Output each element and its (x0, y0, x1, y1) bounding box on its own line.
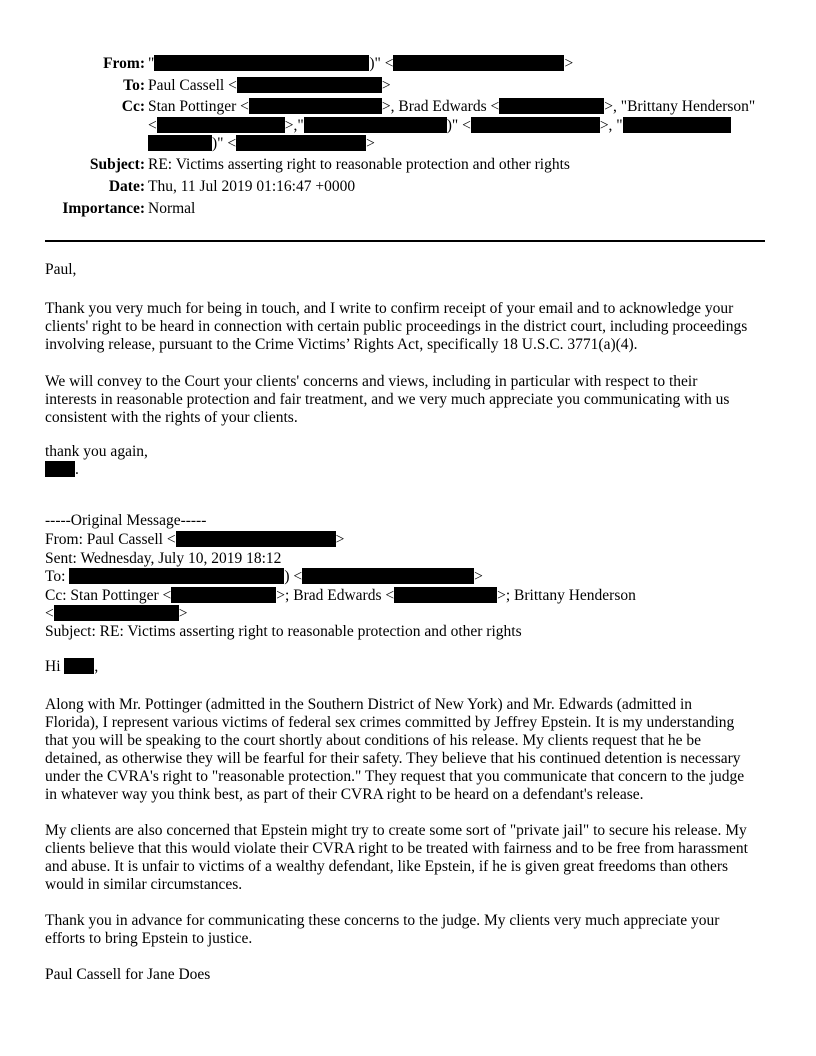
original-signature: Paul Cassell for Jane Does (45, 966, 211, 983)
importance-value: Normal (148, 200, 196, 217)
greeting-text: Hi (45, 658, 61, 675)
redaction (54, 605, 179, 621)
redaction (393, 55, 564, 71)
redaction (471, 117, 600, 133)
date-value: Thu, 11 Jul 2019 01:16:47 +0000 (148, 178, 356, 195)
text-line: detained, as otherwise they will be fearful for their safety. They believe that his continued detention is necessary (45, 750, 741, 767)
redaction (154, 55, 369, 71)
text-line: Florida), I represent various victims of federal sex crimes committed by Jeffrey Epstein. It is my understanding (45, 714, 735, 731)
text-line: clients believe that this would violate their CVRA right to be treated with fairness and to be free from harassment (45, 840, 748, 857)
reply-greeting: Paul, (45, 261, 77, 278)
text-line: efforts to bring Epstein to justice. (45, 930, 253, 947)
from-label: From: (103, 55, 145, 72)
subject-label: Subject: (89, 156, 145, 173)
original-paragraph-2 (45, 822, 748, 894)
cc-name: Brad Edwards (398, 98, 487, 115)
text-line: Thank you very much for being in touch, and I write to confirm receipt of your email and to acknowledge your (45, 300, 734, 317)
redaction (237, 77, 382, 93)
text-line: involving release, pursuant to the Crime Victims’ Rights Act, specifically 18 U.S.C. 3771(a)(4). (45, 336, 638, 353)
original-from-text: From: Paul Cassell (45, 531, 163, 548)
redaction (148, 135, 212, 151)
to-name: Paul Cassell (148, 77, 225, 94)
original-subject: Subject: RE: Victims asserting right to reasonable protection and other rights (45, 623, 522, 640)
text-line: would in similar circumstances. (45, 876, 243, 893)
text-line: Thank you in advance for communicating these concerns to the judge. My clients very much appreciate your (45, 912, 720, 929)
original-greeting: Hi , (45, 658, 99, 675)
redaction (69, 568, 284, 584)
from-value: " )" < > (148, 55, 574, 72)
cc-value-line3: )" < > (148, 135, 375, 153)
cc-name: Stan Pottinger (148, 98, 237, 115)
redaction (45, 461, 75, 477)
to-label: To: (123, 77, 145, 94)
header-divider (45, 240, 765, 242)
cc-value-line1: Stan Pottinger < >, Brad Edwards < >, "Brittany Henderson" (148, 98, 756, 115)
original-cc-text: Cc: Stan Pottinger (45, 587, 159, 604)
text-line: My clients are also concerned that Epstein might try to create some sort of "private jail" to secure his release. My (45, 822, 747, 839)
to-value: Paul Cassell < > (148, 77, 391, 94)
original-from: From: Paul Cassell < > (45, 531, 345, 548)
text-line: interests in reasonable protection and fair treatment, and we very much appreciate you communicating with us (45, 391, 730, 408)
reply-signature: . (45, 461, 79, 479)
text-line: that you will be speaking to the court shortly about conditions of his release. My clients request that he be (45, 732, 702, 749)
original-to: To: ) < > (45, 568, 483, 585)
redaction (236, 135, 366, 151)
original-to-label: To: (45, 568, 66, 585)
redaction (302, 568, 474, 584)
redaction (304, 117, 447, 133)
redaction (64, 658, 94, 674)
redaction (176, 531, 336, 547)
text-line: in whatever way you think best, as part of their CVRA right to be heard on a defendant's release. (45, 786, 644, 803)
redaction (171, 587, 276, 603)
original-separator: -----Original Message----- (45, 512, 207, 529)
reply-paragraph-1 (45, 300, 747, 354)
date-label: Date: (108, 178, 145, 195)
text-line: and abuse. It is unfair to victims of a wealthy defendant, like Epstein, if he is given great freedoms than others (45, 858, 729, 875)
reply-paragraph-2 (45, 373, 729, 427)
text-line: Along with Mr. Pottinger (admitted in the Southern District of New York) and Mr. Edwards (admitted in (45, 696, 693, 713)
original-cc-line2: < > (45, 605, 188, 622)
cc-name: "Brittany Henderson" (620, 98, 756, 115)
redaction (623, 117, 731, 133)
redaction (499, 98, 604, 114)
importance-label: Importance: (62, 200, 145, 217)
cc-name: Brad Edwards (293, 587, 382, 604)
cc-label: Cc: (121, 98, 145, 115)
redaction (249, 98, 382, 114)
cc-name: Brittany Henderson (514, 587, 636, 604)
original-sent: Sent: Wednesday, July 10, 2019 18:12 (45, 550, 282, 567)
original-cc: Cc: Stan Pottinger < >; Brad Edwards < >; Brittany Henderson (45, 587, 636, 604)
text-line: under the CVRA's right to "reasonable protection." They request that you communicate that concern to the judge (45, 768, 745, 785)
subject-value: RE: Victims asserting right to reasonable protection and other rights (148, 156, 570, 173)
original-paragraph-1 (45, 696, 744, 804)
text-line: consistent with the rights of your clients. (45, 409, 298, 426)
redaction (394, 587, 497, 603)
original-paragraph-3 (45, 912, 719, 948)
reply-closing: thank you again, (45, 443, 148, 460)
text-line: clients' right to be heard in connection with certain public proceedings in the district court, including proceedings (45, 318, 748, 335)
text-line: We will convey to the Court your clients' concerns and views, including in particular with respect to their (45, 373, 698, 390)
cc-value-line2: < >," )" < >, " (148, 117, 731, 135)
redaction (157, 117, 285, 133)
